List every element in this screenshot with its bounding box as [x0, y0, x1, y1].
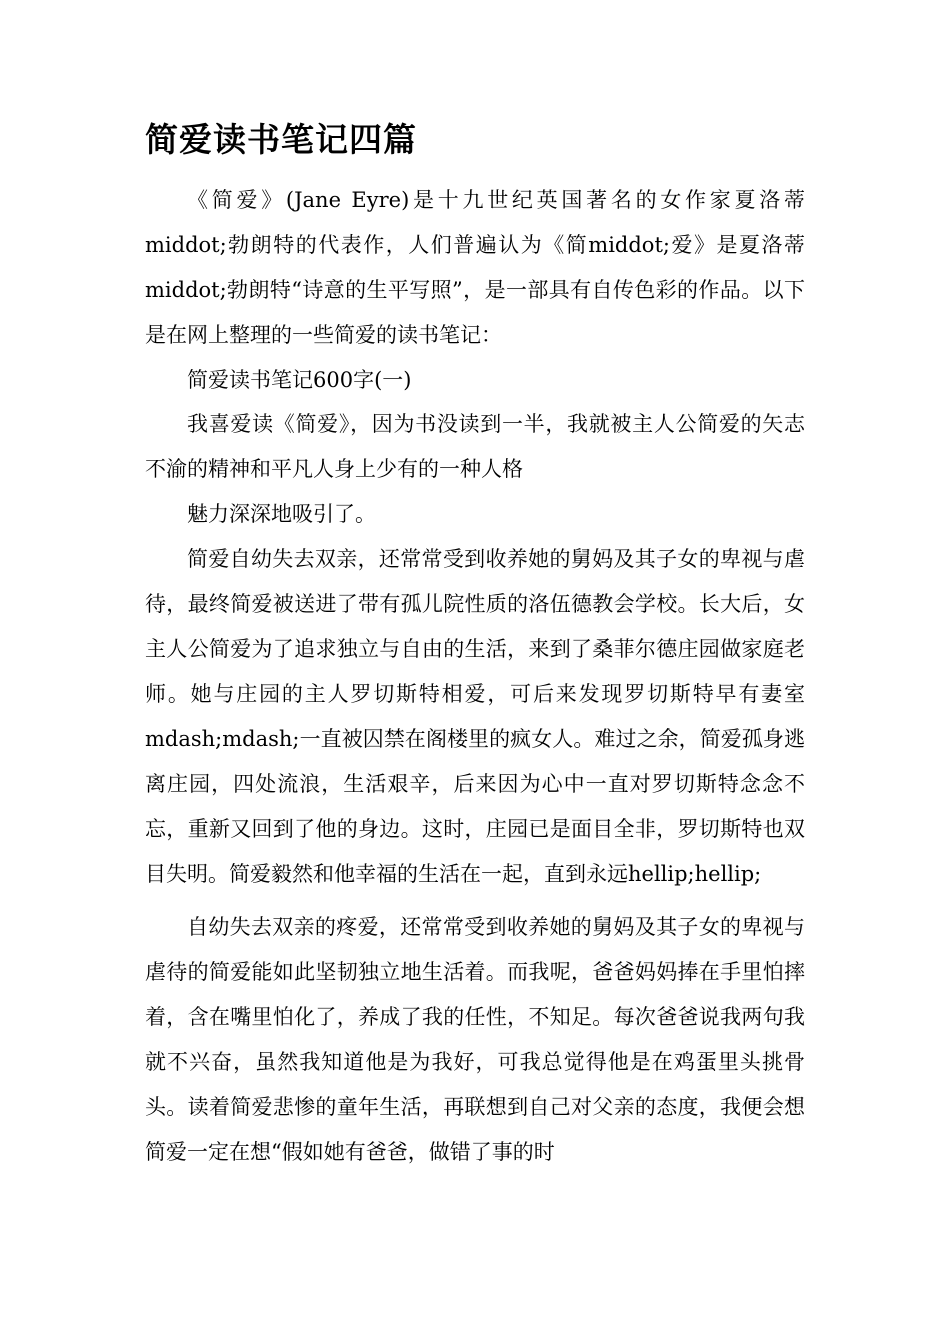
document-page [145, 112, 805, 1175]
paragraph-3: 自幼失去双亲的疼爱，还常常受到收养她的舅妈及其子女的卑视与虐待的简爱能如此坚韧独立地生活着。而我呢，爸爸妈妈捧在手里怕摔着，含在嘴里怕化了，养成了我的任性，不知足。每次爸爸说我两句我就不兴奋，虽然我知道他是为我好，可我总觉得他是在鸡蛋里头挑骨头。读着简爱悲惨的童年生活，再联想到自己对父亲的态度，我便会想简爱一定在想“假如她有爸爸，做错了事的时 [145, 915, 805, 1164]
paragraph-1-line-1: 我喜爱读《简爱》，因为书没读到一半，我就被主人公简爱的矢志不渝的精神和平凡人身上少有的一种人格 [145, 412, 805, 481]
paragraph-1-line-2: 魅力深深地吸引了。 [187, 502, 376, 526]
document-title: 简爱读书笔记四篇 [145, 120, 417, 159]
paragraph-2: 简爱自幼失去双亲，还常常受到收养她的舅妈及其子女的卑视与虐待，最终简爱被送进了带有孤儿院性质的洛伍德教会学校。长大后，女主人公简爱为了追求独立与自由的生活，来到了桑菲尔德庄园做家庭老师。她与庄园的主人罗切斯特相爱，可后来发现罗切斯特早有妻室mdash;mdash;一直被囚禁在阁楼里的疯女人。难过之余，简爱孤身逃离庄园，四处流浪，生活艰辛，后来因为心中一直对罗切斯特念念不忘，重新又回到了他的身边。这时，庄园已是面目全非，罗切斯特也双目失明。简爱毅然和他幸福的生活在一起，直到永远hellip;hellip; [145, 547, 805, 886]
section-heading: 简爱读书笔记600字(一) [187, 368, 412, 392]
intro-paragraph: 《简爱》(Jane Eyre)是十九世纪英国著名的女作家夏洛蒂middot;勃朗特的代表作，人们普遍认为《简middot;爱》是夏洛蒂middot;勃朗特“诗意的生平写照”，是一部具有自传色彩的作品。以下是在网上整理的一些简爱的读书笔记： [145, 188, 805, 347]
